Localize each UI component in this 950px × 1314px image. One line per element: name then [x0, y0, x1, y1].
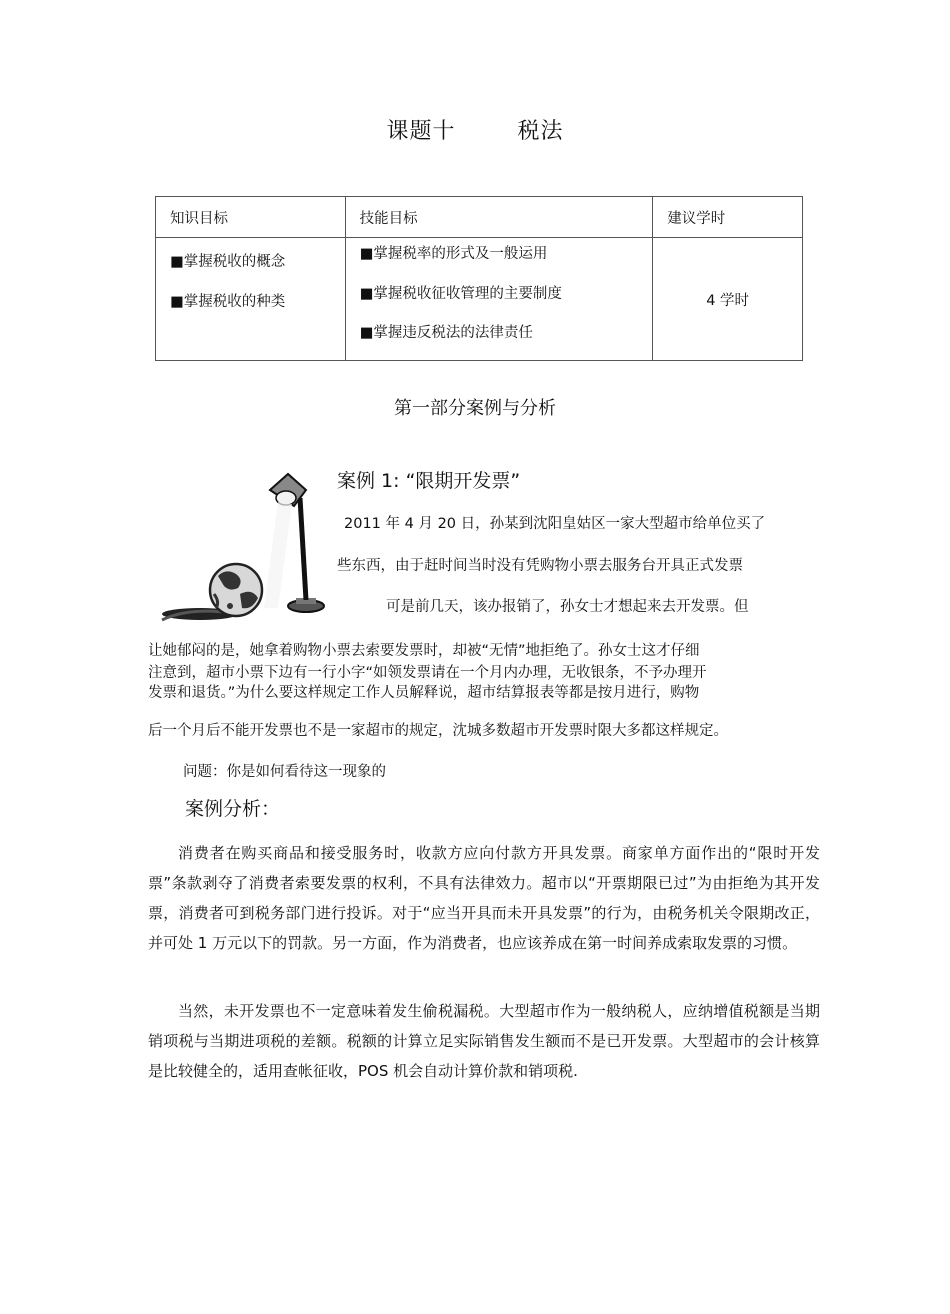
- knowledge-item: ■掌握税收的种类: [170, 294, 286, 310]
- knowledge-cell: [156, 238, 346, 361]
- case-text-line: 些东西，由于赶时间当时没有凭购物小票去服务台开具正式发票: [337, 558, 743, 574]
- case-text-line: 可是前几天，该办报销了，孙女士才想起来去开发票。但: [386, 599, 749, 615]
- analysis-paragraph: 当然，未开发票也不一定意味着发生偷税漏税。大型超市作为一般纳税人，应纳增值税额是当期销项税与当期进项税的差额。税额的计算立足实际销售发生额而不是已开发票。大型超市的会计核算是比较健全的，适用查帐征收，POS 机会自动计算价款和销项税.: [148, 1002, 820, 1080]
- skills-cell: [345, 238, 653, 361]
- case-illustration: [160, 468, 335, 624]
- header-hours: 建议学时: [653, 197, 803, 238]
- case-text-line: 发票和退货。”为什么要这样规定工作人员解释说，超市结算报表等都是按月进行，购物: [148, 685, 700, 701]
- header-skills: 技能目标: [345, 197, 653, 238]
- case-text-line: 后一个月后不能开发票也不是一家超市的规定，沈城多数超市开发票时限大多都这样规定。: [148, 723, 728, 739]
- table-body-row: [156, 238, 803, 361]
- analysis-title: 案例分析：: [185, 798, 281, 820]
- title-subject: 税法: [517, 119, 564, 144]
- skill-item: ■掌握税收征收管理的主要制度: [359, 286, 562, 302]
- case-title: 案例 1: “限期开发票”: [337, 470, 521, 492]
- case-text-line: 让她郁闷的是，她拿着购物小票去索要发票时，却被“无情”地拒绝了。孙女士这才仔细: [148, 643, 700, 659]
- desk-lamp-icon: [264, 474, 324, 612]
- globe-icon: [162, 564, 262, 620]
- table-header-row: [156, 197, 803, 238]
- case-question: 问题：你是如何看待这一现象的: [183, 764, 386, 780]
- case-text-line: 2011 年 4 月 20 日，孙某到沈阳皇姑区一家大型超市给单位买了: [344, 516, 766, 532]
- header-knowledge: 知识目标: [156, 197, 346, 238]
- case-text-line: 注意到，超市小票下边有一行小字“如领发票请在一个月内办理，无收银条，不予办理开: [148, 665, 707, 681]
- goals-table: [155, 196, 803, 361]
- analysis-paragraph: 消费者在购买商品和接受服务时，收款方应向付款方开具发票。商家单方面作出的“限时开发票”条款剥夺了消费者索要发票的权利，不具有法律效力。超市以“开票期限已过”为由拒绝为其开发票，消费者可到税务部门进行投诉。对于“应当开具而未开具发票”的行为，由税务机关令限期改正，并可处 1 万元以下的罚款。另一方面，作为消费者，也应该养成在第一时间养成索取发票的习惯。: [148, 844, 820, 952]
- hours-cell: 4 学时: [653, 238, 803, 361]
- title-lesson: 课题十: [386, 119, 456, 144]
- section-heading: 第一部分案例与分析: [394, 398, 556, 419]
- knowledge-item: ■掌握税收的概念: [170, 254, 286, 270]
- skill-item: ■掌握违反税法的法律责任: [359, 325, 533, 341]
- page-title: [0, 114, 950, 145]
- skill-item: ■掌握税率的形式及一般运用: [359, 246, 548, 262]
